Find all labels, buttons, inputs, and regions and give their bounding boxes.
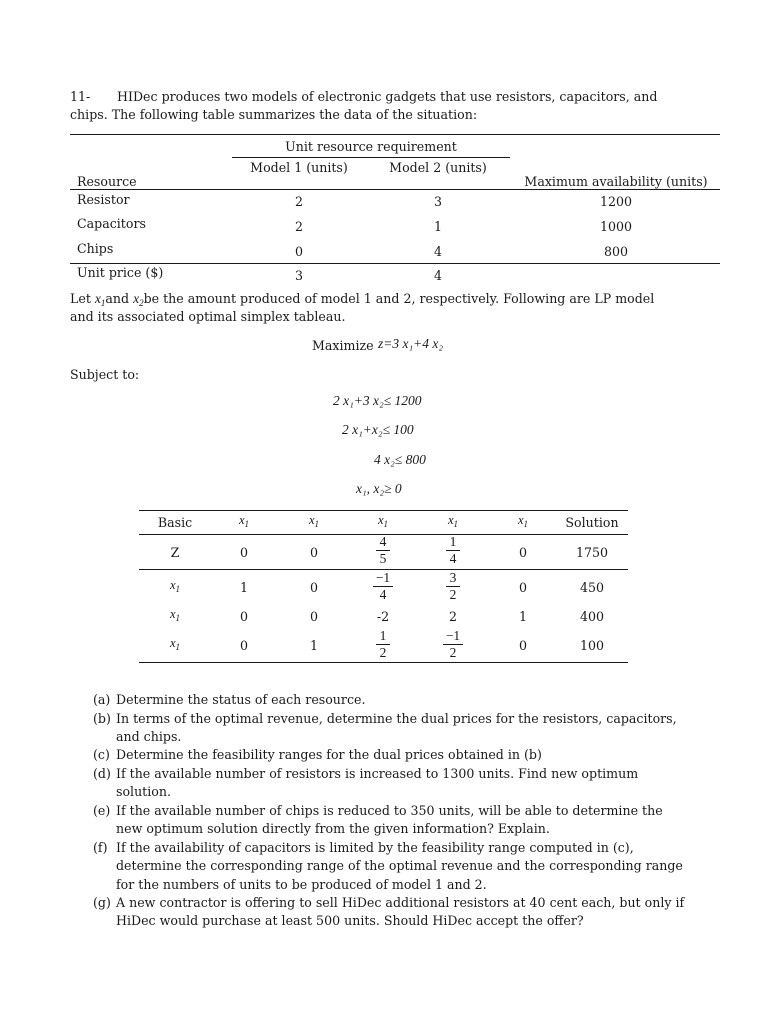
tableau-rule-bottom — [139, 662, 628, 663]
question-label: (f) — [93, 840, 108, 855]
fraction-numerator: 1 — [379, 628, 387, 643]
question-a — [93, 691, 703, 709]
let-text-b: and — [105, 291, 134, 306]
table-rule-header — [70, 189, 720, 190]
question-text: If the availability of capacitors is limited by the feasibility range computed in (c), — [116, 840, 634, 855]
question-label: (a) — [93, 692, 111, 707]
question-label: (d) — [93, 766, 111, 781]
tableau-fraction — [363, 629, 403, 660]
tableau-header-x-3: $x_1$ — [377, 513, 389, 529]
tableau-cell: 0 — [309, 609, 318, 624]
intro-line-1: HIDec produces two models of electronic gadgets that use resistors, capacitors, and — [117, 89, 658, 104]
tableau-rule-top — [139, 510, 628, 511]
tableau-header-x-4: $x_1$ — [447, 513, 459, 529]
row-resistor-max: 1200 — [599, 194, 633, 209]
question-label: (c) — [93, 747, 110, 762]
constraint-2: 2 x₁+x₂≤ 100 — [342, 422, 414, 437]
col-resource: Resource — [77, 174, 137, 189]
question-label: (b) — [93, 711, 111, 726]
question-text: determine the corresponding range of the optimal revenue and the corresponding range — [116, 858, 683, 874]
row-chips-m1: 0 — [294, 244, 303, 259]
tableau-cell: 0 — [309, 545, 318, 560]
fraction-numerator: 4 — [379, 534, 387, 549]
tableau-row-basic-var: $x_1$ — [169, 578, 181, 594]
tableau-row-basic-var: $x_1$ — [169, 607, 181, 623]
tableau-header-solution: Solution — [565, 515, 619, 530]
table-rule-price — [70, 263, 720, 264]
question-text: Determine the status of each resource. — [116, 692, 366, 707]
tableau-cell: 0 — [309, 580, 318, 595]
group-header: Unit resource requirement — [285, 139, 457, 154]
question-text: In terms of the optimal revenue, determine the dual prices for the resistors, capacitors, — [116, 711, 677, 726]
question-text: If the available number of chips is reduced to 350 units, will be able to determine the — [116, 803, 663, 818]
question-text: HiDec would purchase at least 500 units. Should HiDec accept the offer? — [116, 913, 584, 929]
tableau-row-basic-var: $x_1$ — [169, 636, 181, 652]
tableau-row-z-basic: Z — [170, 545, 180, 560]
tableau-cell-solution: 400 — [579, 609, 605, 624]
constraint-nonneg: x₁, x₂≥ 0 — [356, 481, 402, 496]
tableau-header-basic: Basic — [157, 515, 193, 530]
let-text-a: Let — [70, 291, 95, 306]
row-chips-m2: 4 — [433, 244, 442, 259]
constraint-3: 4 x₂≤ 800 — [374, 452, 426, 467]
question-c — [93, 746, 703, 764]
fraction-numerator: −1 — [445, 628, 461, 643]
let-text-c: be the amount produced of model 1 and 2, respectively. Following are LP model — [143, 291, 655, 306]
row-price-m1: 3 — [294, 268, 303, 283]
var-x1: $x_1$ — [94, 291, 106, 308]
tableau-cell: 0 — [518, 580, 527, 595]
question-text: and chips. — [116, 729, 182, 745]
question-g — [93, 894, 703, 931]
tableau-cell: 0 — [518, 545, 527, 560]
tableau-cell: 1 — [309, 638, 318, 653]
row-price-m2: 4 — [433, 268, 442, 283]
question-label: (e) — [93, 803, 111, 818]
fraction-numerator: −1 — [375, 570, 391, 585]
fraction-denominator: 5 — [379, 551, 387, 566]
problem-number: 11- — [70, 89, 91, 104]
constraint-1: 2 x₁+3 x₂≤ 1200 — [333, 393, 422, 408]
table-rule-top — [70, 134, 720, 135]
tableau-fraction — [433, 571, 473, 602]
row-capacitors-m2: 1 — [433, 219, 442, 234]
fraction-denominator: 2 — [449, 645, 457, 660]
tableau-header-x-1: $x_1$ — [238, 513, 250, 529]
maximize-label: Maximize — [312, 338, 374, 353]
row-price-name: Unit price ($) — [77, 265, 164, 280]
tableau-cell: -2 — [376, 609, 390, 624]
tableau-cell: 1 — [518, 609, 527, 624]
col-model2: Model 2 (units) — [389, 160, 487, 175]
row-resistor-m1: 2 — [294, 194, 303, 209]
fraction-numerator: 3 — [449, 570, 457, 585]
col-model1: Model 1 (units) — [250, 160, 348, 175]
row-resistor-m2: 3 — [433, 194, 442, 209]
tableau-cell: 0 — [239, 638, 248, 653]
row-capacitors-m1: 2 — [294, 219, 303, 234]
tableau-header-x-2: $x_1$ — [308, 513, 320, 529]
intro-line-2: chips. The following table summarizes the data of the situation: — [70, 107, 478, 122]
row-capacitors-max: 1000 — [599, 219, 633, 234]
fraction-denominator: 2 — [379, 645, 387, 660]
tableau-cell-solution: 450 — [579, 580, 605, 595]
tableau-cell-solution: 100 — [579, 638, 605, 653]
question-text: new optimum solution directly from the given information? Explain. — [116, 821, 550, 837]
row-resistor-name: Resistor — [77, 192, 130, 207]
question-text: for the numbers of units to be produced of model 1 and 2. — [116, 876, 487, 892]
col-max: Maximum availability (units) — [524, 174, 708, 189]
tableau-fraction — [433, 629, 473, 660]
let-line-2: and its associated optimal simplex tableau. — [70, 309, 346, 324]
fraction-numerator: 1 — [449, 534, 457, 549]
question-b — [93, 710, 703, 747]
tableau-fraction — [363, 571, 403, 602]
question-text: If the available number of resistors is increased to 1300 units. Find new optimum — [116, 766, 639, 781]
row-chips-name: Chips — [77, 241, 114, 256]
var-x2: $x_2$ — [133, 291, 144, 308]
group-header-rule — [232, 157, 510, 158]
tableau-cell: 0 — [239, 609, 248, 624]
tableau-cell: 0 — [239, 545, 248, 560]
question-text: Determine the feasibility ranges for the dual prices obtained in (b) — [116, 747, 542, 762]
objective-function: z=3 x₁+4 x₂ — [378, 336, 444, 351]
tableau-header-x-5: $x_1$ — [517, 513, 529, 529]
question-text: A new contractor is offering to sell HiDec additional resistors at 40 cent each, but only if — [116, 895, 685, 910]
question-e — [93, 802, 703, 839]
tableau-cell: 0 — [518, 638, 527, 653]
tableau-cell: 2 — [448, 609, 457, 624]
fraction-denominator: 2 — [449, 587, 457, 602]
fraction-denominator: 4 — [379, 587, 387, 602]
question-d — [93, 765, 703, 802]
question-f — [93, 839, 703, 894]
question-text: solution. — [116, 784, 171, 800]
fraction-denominator: 4 — [449, 551, 457, 566]
row-capacitors-name: Capacitors — [77, 216, 146, 231]
subject-to-label: Subject to: — [70, 367, 140, 382]
tableau-fraction — [363, 535, 403, 566]
question-label: (g) — [93, 895, 111, 910]
tableau-cell: 1 — [239, 580, 248, 595]
row-chips-max: 800 — [603, 244, 629, 259]
tableau-cell-solution: 1750 — [575, 545, 609, 560]
tableau-fraction — [433, 535, 473, 566]
